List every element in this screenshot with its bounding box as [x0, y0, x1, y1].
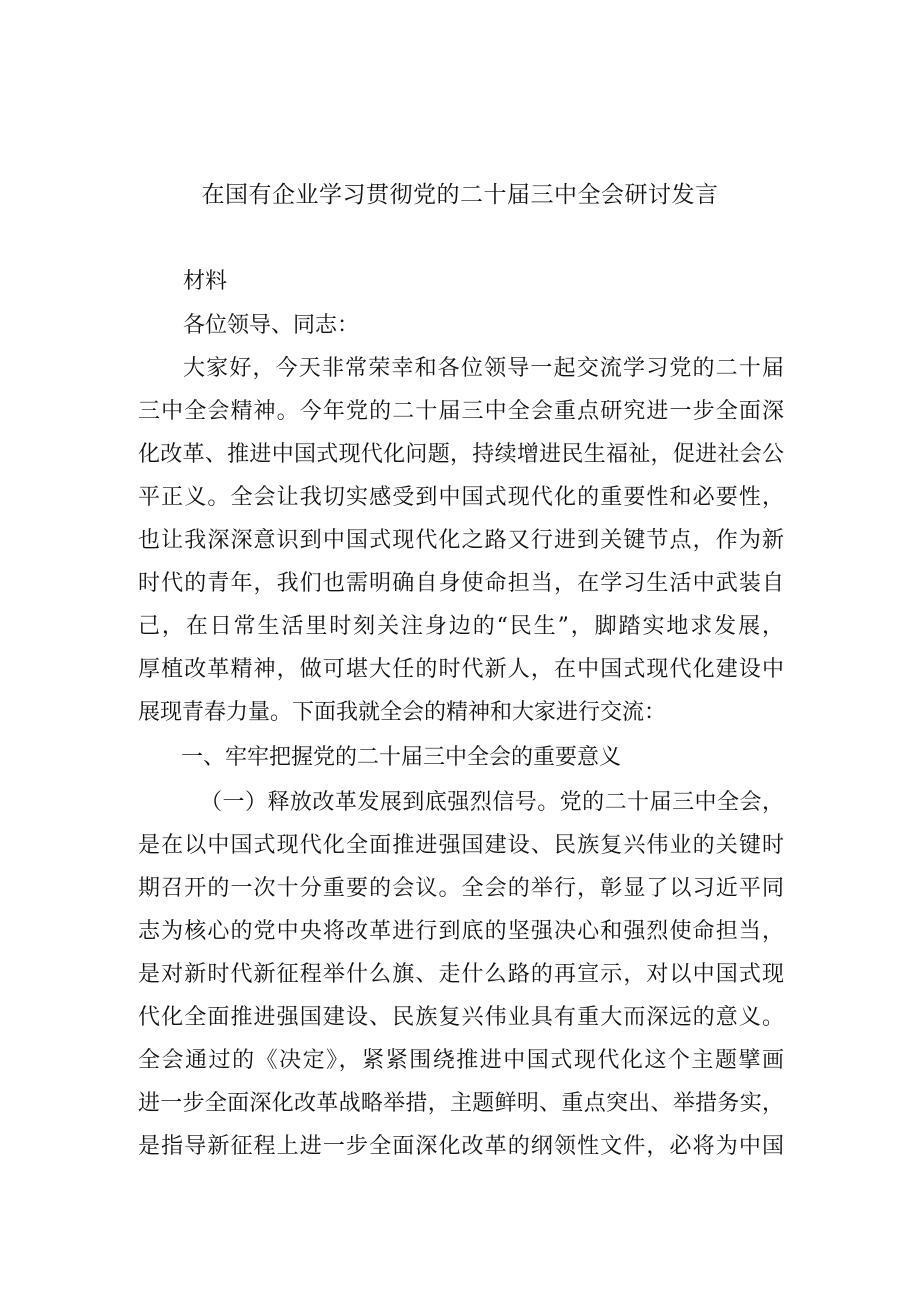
paragraph-line: 是在以中国式现代化全面推进强国建设、民族复兴伟业的关键时 — [138, 833, 784, 858]
section-heading: 一、牢牢把握党的二十届三中全会的重要意义 — [181, 745, 622, 770]
paragraph-line: 化改革、推进中国式现代化问题，持续增进民生福祉，促进社会公 — [138, 442, 784, 467]
paragraph-line: 志为核心的党中央将改革进行到底的坚强决心和强烈使命担当， — [138, 919, 784, 944]
paragraph-line: （一）释放改革发展到底强烈信号。党的二十届三中全会， — [200, 790, 784, 815]
paragraph-line: 三中全会精神。今年党的二十届三中全会重点研究进一步全面深 — [138, 399, 784, 424]
document-title: 在国有企业学习贯彻党的二十届三中全会研讨发言 — [201, 182, 719, 208]
paragraph-line: 是对新时代新征程举什么旗、走什么路的再宣示，对以中国式现 — [138, 962, 784, 987]
document-label: 材料 — [183, 269, 228, 294]
paragraph-line: 也让我深深意识到中国式现代化之路又行进到关键节点，作为新 — [138, 528, 784, 553]
paragraph-line: 大家好，今天非常荣幸和各位领导一起交流学习党的二十届 — [183, 356, 784, 381]
salutation: 各位领导、同志： — [183, 313, 360, 338]
paragraph-line: 己，在日常生活里时刻关注身边的“民生”，脚踏实地求发展， — [138, 614, 784, 639]
paragraph-line: 进一步全面深化改革战略举措，主题鲜明、重点突出、举措务实， — [138, 1091, 784, 1116]
paragraph-line: 代化全面推进强国建设、民族复兴伟业具有重大而深远的意义。 — [138, 1005, 784, 1030]
paragraph-line: 期召开的一次十分重要的会议。全会的举行，彰显了以习近平同 — [138, 876, 784, 901]
paragraph-line: 是指导新征程上进一步全面深化改革的纲领性文件，必将为中国 — [138, 1134, 784, 1159]
paragraph-line: 平正义。全会让我切实感受到中国式现代化的重要性和必要性， — [138, 485, 784, 510]
paragraph-line: 厚植改革精神，做可堪大任的时代新人，在中国式现代化建设中 — [138, 657, 784, 682]
paragraph-line: 时代的青年，我们也需明确自身使命担当，在学习生活中武装自 — [138, 571, 784, 596]
paragraph-line: 展现青春力量。下面我就全会的精神和大家进行交流： — [138, 700, 667, 725]
paragraph-line: 全会通过的《决定》，紧紧围绕推进中国式现代化这个主题擘画 — [138, 1048, 784, 1073]
